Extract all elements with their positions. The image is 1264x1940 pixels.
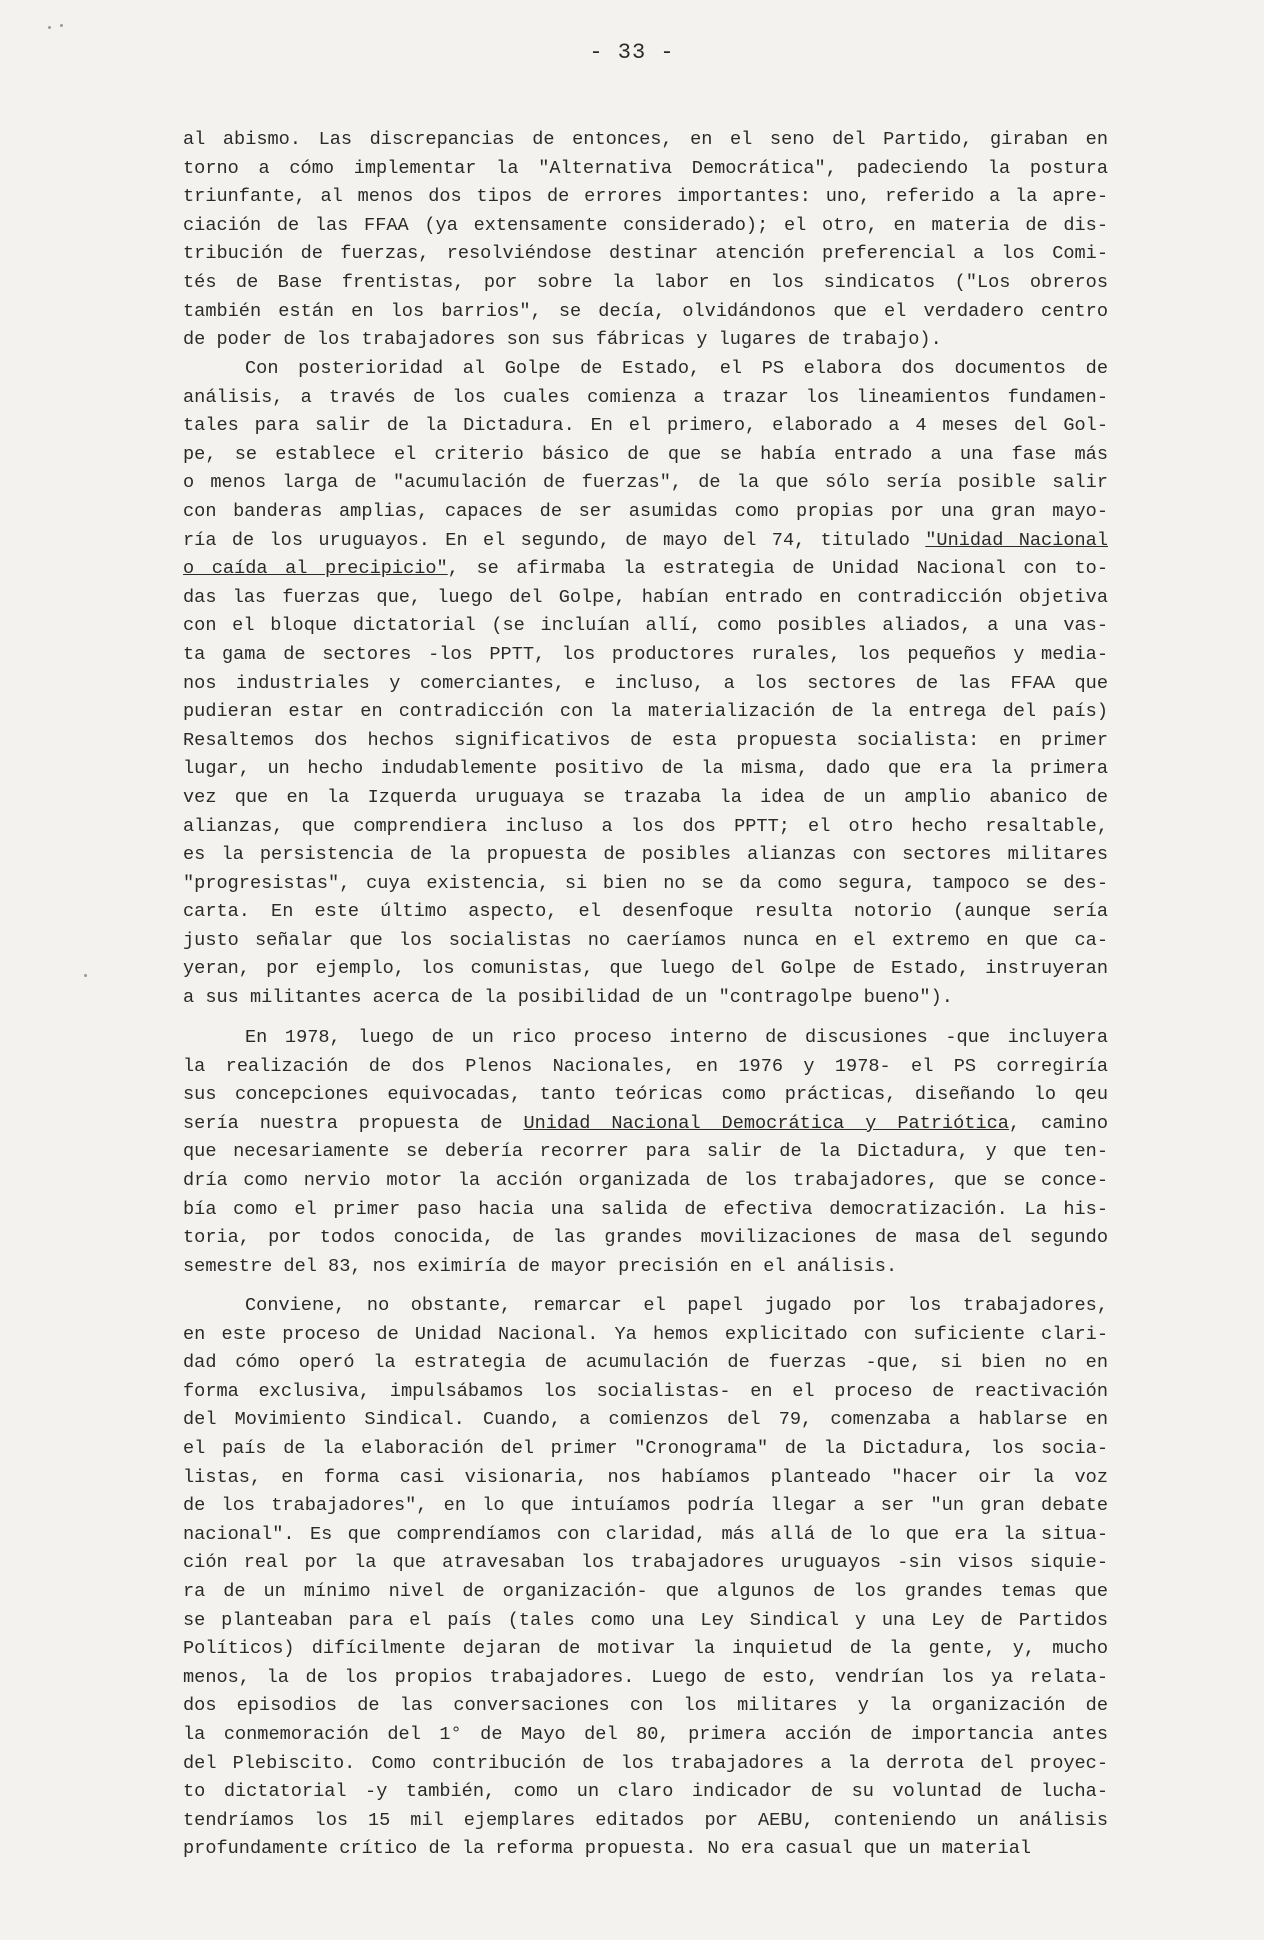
text-line: la realización de dos Plenos Nacionales, en 1976 y 1978- el PS corregiría: [183, 1055, 1108, 1077]
text-line: alianzas, que comprendiera incluso a los dos PPTT; el otro hecho resaltable,: [183, 815, 1108, 837]
text-line: la conmemoración del 1° de Mayo del 80, primera acción de importancia antes: [183, 1723, 1108, 1745]
text-line: nacional". Es que comprendíamos con claridad, más allá de lo que era la situa-: [183, 1523, 1108, 1545]
text-line: vez que en la Izquerda uruguaya se trazaba la idea de un amplio abanico de: [183, 786, 1108, 808]
text-line: o caída al precipicio", se afirmaba la estrategia de Unidad Nacional con to-: [183, 558, 1108, 580]
text-line: das las fuerzas que, luego del Golpe, habían entrado en contradicción objetiva: [183, 586, 1108, 608]
text-line: sería nuestra propuesta de Unidad Nacional Democrática y Patriótica, camino: [183, 1112, 1108, 1134]
text-line: tendríamos los 15 mil ejemplares editados por AEBU, conteniendo un análisis: [183, 1809, 1108, 1831]
text-line: to dictatorial -y también, como un claro indicador de su voluntad de lucha-: [183, 1781, 1108, 1803]
text-line: carta. En este último aspecto, el desenfoque resulta notorio (aunque sería: [183, 901, 1108, 923]
text-line: de los trabajadores", en lo que intuíamos podría llegar a ser "un gran debate: [183, 1495, 1108, 1517]
text-line: o menos larga de "acumulación de fuerzas", de la que sólo sería posible salir: [183, 472, 1108, 494]
text-line: justo señalar que los socialistas no caeríamos nunca en el extremo en que ca-: [183, 929, 1108, 951]
scan-speck: [84, 974, 87, 977]
underlined-title: "Unidad Nacional: [925, 529, 1108, 551]
text-line: se planteaban para el país (tales como una Ley Sindical y una Ley de Partidos: [183, 1609, 1108, 1631]
text-line: semestre del 83, nos eximiría de mayor precisión en el análisis.: [183, 1255, 898, 1277]
text-line: menos, la de los propios trabajadores. Luego de esto, vendrían los ya relata-: [183, 1666, 1108, 1688]
text-line: ciación de las FFAA (ya extensamente considerado); el otro, en materia de dis-: [183, 214, 1108, 236]
text-line: yeran, por ejemplo, los comunistas, que luego del Golpe de Estado, instruyeran: [183, 958, 1108, 980]
text-line: también están en los barrios", se decía, olvidándonos que el verdadero centro: [183, 300, 1108, 322]
text-line: listas, en forma casi visionaria, nos habíamos planteado "hacer oir la voz: [183, 1466, 1108, 1488]
paragraph: [183, 355, 1108, 1013]
text-line: tales para salir de la Dictadura. En el primero, elaborado a 4 meses del Gol-: [183, 415, 1108, 437]
text-line: toria, por todos conocida, de las grandes movilizaciones de masa del segundo: [183, 1227, 1108, 1249]
text-line: triunfante, al menos dos tipos de errores importantes: uno, referido a la apre-: [183, 186, 1108, 208]
text-line: pudieran estar en contradicción con la materialización de la entrega del país): [183, 701, 1108, 723]
text-line: Conviene, no obstante, remarcar el papel jugado por los trabajadores,: [245, 1295, 1108, 1316]
text-line: "progresistas", cuya existencia, si bien no se da como segura, tampoco se des-: [183, 872, 1108, 894]
text-line: bía como el primer paso hacia una salida de efectiva democratización. La his-: [183, 1198, 1108, 1220]
text-line: ra de un mínimo nivel de organización- que algunos de los grandes temas que: [183, 1580, 1108, 1602]
text-line: es la persistencia de la propuesta de posibles alianzas con sectores militares: [183, 844, 1108, 866]
text-line: profundamente crítico de la reforma propuesta. No era casual que un material: [183, 1838, 1032, 1860]
text-line: al abismo. Las discrepancias de entonces, en el seno del Partido, giraban en: [183, 129, 1108, 150]
text-line: de poder de los trabajadores son sus fábricas y lugares de trabajo).: [183, 329, 942, 351]
text-line: ta gama de sectores -los PPTT, los productores rurales, los pequeños y media-: [183, 643, 1108, 665]
text-line: dos episodios de las conversaciones con los militares y la organización de: [183, 1695, 1108, 1717]
text-line: Políticos) difícilmente dejaran de motivar la inquietud de la gente, y, mucho: [183, 1638, 1108, 1660]
text-line: con banderas amplias, capaces de ser asumidas como propias por una gran mayo-: [183, 500, 1108, 522]
text-line: dría como nervio motor la acción organizada de los trabajadores, que se conce-: [183, 1169, 1108, 1191]
text-line: ría de los uruguayos. En el segundo, de mayo del 74, titulado "Unidad Nacional: [183, 529, 1108, 551]
text-line: con el bloque dictatorial (se incluían allí, como posibles aliados, a una vas-: [183, 615, 1108, 637]
text-line: que necesariamente se debería recorrer para salir de la Dictadura, y que ten-: [183, 1141, 1108, 1163]
underlined-title: o caída al precipicio": [183, 558, 448, 580]
text-line: del Movimiento Sindical. Cuando, a comienzos del 79, comenzaba a hablarse en: [183, 1409, 1108, 1431]
text-line: forma exclusiva, impulsábamos los socialistas- en el proceso de reactivación: [183, 1380, 1108, 1402]
text-line: Con posterioridad al Golpe de Estado, el PS elabora dos documentos de: [245, 358, 1108, 379]
scan-speck: [48, 26, 51, 29]
text-line: dad cómo operó la estrategia de acumulación de fuerzas -que, si bien no en: [183, 1352, 1108, 1374]
paragraph: [183, 1024, 1108, 1281]
text-line: pe, se establece el criterio básico de que se había entrado a una fase más: [183, 443, 1108, 465]
scan-speck: [60, 24, 63, 27]
paragraph: [183, 1292, 1108, 1864]
text-line: nos industriales y comerciantes, e incluso, a los sectores de las FFAA que: [183, 672, 1108, 694]
text-line: análisis, a través de los cuales comienza a trazar los lineamientos fundamen-: [183, 386, 1108, 408]
paragraph: [183, 126, 1108, 355]
text-line: tés de Base frentistas, por sobre la labor en los sindicatos ("Los obreros: [183, 271, 1108, 293]
text-line: sus concepciones equivocadas, tanto teóricas como prácticas, diseñando lo qeu: [183, 1084, 1108, 1106]
text-line: el país de la elaboración del primer "Cronograma" de la Dictadura, los socia-: [183, 1437, 1108, 1459]
text-line: a sus militantes acerca de la posibilidad de un "contragolpe bueno").: [183, 987, 953, 1009]
text-line: en este proceso de Unidad Nacional. Ya hemos explicitado con suficiente clari-: [183, 1323, 1108, 1345]
text-line: tribución de fuerzas, resolviéndose destinar atención preferencial a los Comi-: [183, 243, 1108, 265]
text-line: del Plebiscito. Como contribución de los trabajadores a la derrota del proyec-: [183, 1752, 1108, 1774]
text-line: Resaltemos dos hechos significativos de esta propuesta socialista: en primer: [183, 729, 1108, 751]
text-line: lugar, un hecho indudablemente positivo de la misma, dado que era la primera: [183, 758, 1108, 780]
text-line: En 1978, luego de un rico proceso interno de discusiones -que incluyera: [245, 1027, 1108, 1048]
text-line: torno a cómo implementar la "Alternativa Democrática", padeciendo la postura: [183, 157, 1108, 179]
underlined-title: Unidad Nacional Democrática y Patriótica: [523, 1112, 1009, 1134]
page-number: - 33 -: [589, 40, 675, 65]
text-line: ción real por la que atravesaban los trabajadores uruguayos -sin visos siquie-: [183, 1552, 1108, 1574]
